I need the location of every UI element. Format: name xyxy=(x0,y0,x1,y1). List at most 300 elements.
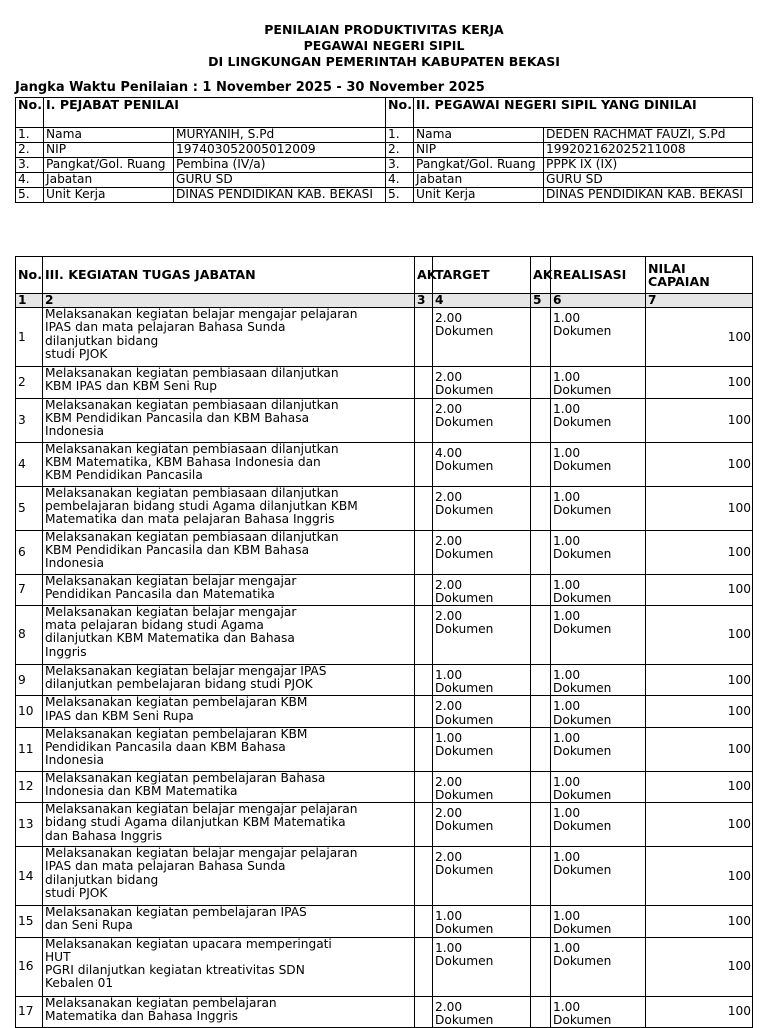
target-quantity: 1.00 xyxy=(435,668,463,683)
activity-text-line: IPAS dan mata pelajaran Bahasa Sunda xyxy=(45,320,286,335)
target-quantity: 2.00 xyxy=(435,311,463,326)
target-quantity: 2.00 xyxy=(435,533,463,548)
ak-cell xyxy=(531,398,551,442)
assessor-value: MURYANIH, S.Pd xyxy=(174,128,386,143)
nilai-capaian: 100 xyxy=(646,847,753,906)
realisasi-unit: Dokumen xyxy=(553,712,612,727)
activity-text-line: Matematika dan Bahasa Inggris xyxy=(45,1008,239,1023)
activity-text-line: IPAS dan KBM Seni Rupa xyxy=(45,708,194,723)
officials-row xyxy=(16,188,753,203)
ak-cell xyxy=(415,398,433,442)
activity-description xyxy=(43,574,415,605)
ak-cell xyxy=(531,937,551,996)
realisasi-quantity: 1.00 xyxy=(553,311,581,326)
nilai-capaian: 100 xyxy=(646,696,753,727)
activity-text-line: Melaksanakan kegiatan pembiasaan dilanjutkan xyxy=(45,529,339,544)
realisasi-quantity: 1.00 xyxy=(553,774,581,789)
target-unit: Dokumen xyxy=(435,383,494,398)
realisasi-cell xyxy=(551,996,646,1027)
field-label: Jabatan xyxy=(414,173,544,188)
target-unit: Dokumen xyxy=(435,712,494,727)
realisasi-cell xyxy=(551,906,646,937)
activity-number: 3 xyxy=(16,398,43,442)
no-header-right: No. xyxy=(386,98,414,128)
activity-number: 8 xyxy=(16,606,43,665)
activity-text-line: Pendidikan Pancasila dan Matematika xyxy=(45,586,275,601)
activity-text-line: Melaksanakan kegiatan pembelajaran KBM xyxy=(45,695,308,710)
title-line-1: PENILAIAN PRODUKTIVITAS KERJA xyxy=(264,22,504,37)
target-cell xyxy=(433,486,531,530)
ak-cell xyxy=(415,696,433,727)
activity-text-line: dilanjutkan KBM Matematika dan Bahasa xyxy=(45,631,295,646)
activity-number: 9 xyxy=(16,665,43,696)
ak-cell xyxy=(415,771,433,802)
activity-row xyxy=(16,847,753,906)
activity-text-line: KBM Matematika, KBM Bahasa Indonesia dan xyxy=(45,454,321,469)
row-number: 3. xyxy=(386,158,414,173)
activity-number: 6 xyxy=(16,530,43,574)
activity-text-line: Indonesia xyxy=(45,753,104,768)
realisasi-quantity: 1.00 xyxy=(553,668,581,683)
realisasi-cell xyxy=(551,398,646,442)
activity-number: 17 xyxy=(16,996,43,1027)
activity-text-line: Kebalen 01 xyxy=(45,976,114,991)
ak-cell xyxy=(531,771,551,802)
col-realisasi-header: REALISASI xyxy=(551,257,646,294)
officials-row xyxy=(16,158,753,173)
title-line-2: PEGAWAI NEGERI SIPIL xyxy=(303,38,465,53)
ak-cell xyxy=(415,308,433,367)
nilai-capaian: 100 xyxy=(646,308,753,367)
activities-table-header xyxy=(16,257,753,294)
officials-table xyxy=(15,97,753,203)
activity-text-line: HUT xyxy=(45,949,71,964)
target-cell xyxy=(433,398,531,442)
target-cell xyxy=(433,937,531,996)
nilai-capaian: 100 xyxy=(646,727,753,771)
activity-text-line: Melaksanakan kegiatan pembelajaran IPAS xyxy=(45,905,307,920)
realisasi-unit: Dokumen xyxy=(553,863,612,878)
col-number: 2 xyxy=(43,294,415,308)
row-number: 4. xyxy=(16,173,44,188)
activity-text-line: Melaksanakan kegiatan belajar mengajar xyxy=(45,573,297,588)
target-quantity: 2.00 xyxy=(435,699,463,714)
activity-row xyxy=(16,996,753,1027)
ak-cell xyxy=(531,727,551,771)
realisasi-quantity: 1.00 xyxy=(553,806,581,821)
realisasi-cell xyxy=(551,574,646,605)
ak-cell xyxy=(531,606,551,665)
target-quantity: 2.00 xyxy=(435,489,463,504)
activity-row xyxy=(16,665,753,696)
nilai-capaian: 100 xyxy=(646,771,753,802)
activity-number: 4 xyxy=(16,442,43,486)
activity-row xyxy=(16,606,753,665)
activity-text-line: studi PJOK xyxy=(45,346,108,361)
activity-row xyxy=(16,727,753,771)
row-number: 3. xyxy=(16,158,44,173)
activity-description xyxy=(43,937,415,996)
activity-number: 12 xyxy=(16,771,43,802)
col-kegiatan-header: III. KEGIATAN TUGAS JABATAN xyxy=(43,257,415,294)
nilai-capaian: 100 xyxy=(646,906,753,937)
realisasi-quantity: 1.00 xyxy=(553,909,581,924)
realisasi-unit: Dokumen xyxy=(553,546,612,561)
activity-text-line: studi PJOK xyxy=(45,885,108,900)
target-unit: Dokumen xyxy=(435,922,494,937)
realisasi-cell xyxy=(551,442,646,486)
activity-text-line: dilanjutkan bidang xyxy=(45,872,159,887)
realisasi-cell xyxy=(551,530,646,574)
officials-row xyxy=(16,128,753,143)
target-quantity: 2.00 xyxy=(435,577,463,592)
realisasi-quantity: 1.00 xyxy=(553,850,581,865)
target-quantity: 2.00 xyxy=(435,609,463,624)
assessor-value: 197403052005012009 xyxy=(174,143,386,158)
col-number: 6 xyxy=(551,294,646,308)
realisasi-unit: Dokumen xyxy=(553,681,612,696)
activity-description xyxy=(43,696,415,727)
officials-row xyxy=(16,143,753,158)
nilai-capaian: 100 xyxy=(646,486,753,530)
ak-cell xyxy=(531,442,551,486)
document-title xyxy=(0,22,768,70)
ak-cell xyxy=(531,665,551,696)
ak-cell xyxy=(415,442,433,486)
activity-text-line: Indonesia dan KBM Matematika xyxy=(45,784,238,799)
column-number-row xyxy=(16,294,753,308)
activity-row xyxy=(16,906,753,937)
target-unit: Dokumen xyxy=(435,788,494,803)
target-unit: Dokumen xyxy=(435,863,494,878)
activity-text-line: KBM Pendidikan Pancasila dan KBM Bahasa xyxy=(45,410,310,425)
activity-text-line: Melaksanakan kegiatan belajar mengajar pelajaran xyxy=(45,846,358,861)
activity-number: 7 xyxy=(16,574,43,605)
assessor-value: Pembina (IV/a) xyxy=(174,158,386,173)
nilai-capaian: 100 xyxy=(646,996,753,1027)
col-ak2-header: AK xyxy=(531,257,551,294)
target-cell xyxy=(433,442,531,486)
activity-row xyxy=(16,803,753,847)
target-cell xyxy=(433,606,531,665)
row-number: 1. xyxy=(386,128,414,143)
target-cell xyxy=(433,530,531,574)
activity-text-line: Matematika dan mata pelajaran Bahasa Inggris xyxy=(45,512,335,527)
col-number: 7 xyxy=(646,294,753,308)
activity-row xyxy=(16,442,753,486)
realisasi-quantity: 1.00 xyxy=(553,370,581,385)
activity-number: 11 xyxy=(16,727,43,771)
row-number: 2. xyxy=(16,143,44,158)
nilai-capaian: 100 xyxy=(646,803,753,847)
field-label: Jabatan xyxy=(44,173,174,188)
ak-cell xyxy=(531,530,551,574)
realisasi-cell xyxy=(551,803,646,847)
activity-row xyxy=(16,771,753,802)
activity-text-line: Melaksanakan kegiatan pembiasaan dilanjutkan xyxy=(45,366,339,381)
realisasi-unit: Dokumen xyxy=(553,622,612,637)
realisasi-cell xyxy=(551,847,646,906)
realisasi-unit: Dokumen xyxy=(553,744,612,759)
assessee-value: PPPK IX (IX) xyxy=(544,158,753,173)
target-quantity: 1.00 xyxy=(435,730,463,745)
activity-text-line: Melaksanakan kegiatan pembiasaan dilanjutkan xyxy=(45,441,339,456)
ak-cell xyxy=(415,530,433,574)
ak-cell xyxy=(531,574,551,605)
realisasi-cell xyxy=(551,308,646,367)
ak-cell xyxy=(415,847,433,906)
activity-text-line: dilanjutkan pembelajaran bidang studi PJOK xyxy=(45,677,313,692)
target-quantity: 2.00 xyxy=(435,850,463,865)
col-target-header: TARGET xyxy=(433,257,531,294)
nilai-capaian: 100 xyxy=(646,442,753,486)
activity-text-line: KBM Pendidikan Pancasila dan KBM Bahasa xyxy=(45,542,310,557)
target-unit: Dokumen xyxy=(435,590,494,605)
target-cell xyxy=(433,847,531,906)
assessment-period: Jangka Waktu Penilaian : 1 November 2025 - 30 November 2025 xyxy=(15,80,485,95)
realisasi-cell xyxy=(551,727,646,771)
assessee-value: DEDEN RACHMAT FAUZI, S.Pd xyxy=(544,128,753,143)
nilai-capaian: 100 xyxy=(646,367,753,398)
activity-description xyxy=(43,606,415,665)
realisasi-unit: Dokumen xyxy=(553,1012,612,1027)
nilai-capaian: 100 xyxy=(646,530,753,574)
target-quantity: 1.00 xyxy=(435,940,463,955)
field-label: Unit Kerja xyxy=(44,188,174,203)
activity-number: 13 xyxy=(16,803,43,847)
col-number: 1 xyxy=(16,294,43,308)
activity-text-line: Melaksanakan kegiatan belajar mengajar xyxy=(45,605,297,620)
target-quantity: 2.00 xyxy=(435,999,463,1014)
activity-row xyxy=(16,308,753,367)
activity-number: 10 xyxy=(16,696,43,727)
realisasi-unit: Dokumen xyxy=(553,458,612,473)
ak-cell xyxy=(415,727,433,771)
ak-cell xyxy=(531,906,551,937)
row-number: 5. xyxy=(386,188,414,203)
realisasi-unit: Dokumen xyxy=(553,590,612,605)
target-unit: Dokumen xyxy=(435,953,494,968)
activity-description xyxy=(43,803,415,847)
target-unit: Dokumen xyxy=(435,546,494,561)
target-cell xyxy=(433,367,531,398)
realisasi-unit: Dokumen xyxy=(553,788,612,803)
activity-description xyxy=(43,530,415,574)
activity-text-line: KBM Pendidikan Pancasila xyxy=(45,468,203,483)
ak-cell xyxy=(415,937,433,996)
activity-text-line: Melaksanakan kegiatan pembelajaran Bahasa xyxy=(45,770,326,785)
ak-cell xyxy=(531,996,551,1027)
nilai-capaian: 100 xyxy=(646,606,753,665)
realisasi-quantity: 1.00 xyxy=(553,730,581,745)
target-quantity: 1.00 xyxy=(435,909,463,924)
target-cell xyxy=(433,771,531,802)
ak-cell xyxy=(531,367,551,398)
officials-table-header xyxy=(16,98,753,128)
activity-text-line: bidang studi Agama dilanjutkan KBM Matematika xyxy=(45,815,346,830)
row-number: 1. xyxy=(16,128,44,143)
activity-description xyxy=(43,398,415,442)
row-number: 2. xyxy=(386,143,414,158)
ak-cell xyxy=(531,696,551,727)
assessee-value: 199202162025211008 xyxy=(544,143,753,158)
assessee-header: II. PEGAWAI NEGERI SIPIL YANG DINILAI xyxy=(414,98,753,128)
realisasi-quantity: 1.00 xyxy=(553,489,581,504)
realisasi-unit: Dokumen xyxy=(553,414,612,429)
nilai-capaian: 100 xyxy=(646,398,753,442)
ak-cell xyxy=(415,486,433,530)
realisasi-quantity: 1.00 xyxy=(553,577,581,592)
activity-text-line: Melaksanakan kegiatan pembelajaran xyxy=(45,995,277,1010)
activity-description xyxy=(43,847,415,906)
activity-description xyxy=(43,727,415,771)
realisasi-unit: Dokumen xyxy=(553,383,612,398)
target-quantity: 2.00 xyxy=(435,774,463,789)
ak-cell xyxy=(415,574,433,605)
target-cell xyxy=(433,727,531,771)
target-quantity: 2.00 xyxy=(435,806,463,821)
ak-cell xyxy=(415,367,433,398)
activity-row xyxy=(16,574,753,605)
target-unit: Dokumen xyxy=(435,502,494,517)
realisasi-cell xyxy=(551,665,646,696)
activity-text-line: IPAS dan mata pelajaran Bahasa Sunda xyxy=(45,859,286,874)
activity-text-line: Melaksanakan kegiatan pembiasaan dilanjutkan xyxy=(45,397,339,412)
activity-row xyxy=(16,530,753,574)
target-quantity: 2.00 xyxy=(435,401,463,416)
realisasi-quantity: 1.00 xyxy=(553,999,581,1014)
row-number: 5. xyxy=(16,188,44,203)
no-header-left: No. xyxy=(16,98,44,128)
target-cell xyxy=(433,574,531,605)
assessor-value: GURU SD xyxy=(174,173,386,188)
col-no-header: No. xyxy=(16,257,43,294)
target-unit: Dokumen xyxy=(435,458,494,473)
activity-text-line: Melaksanakan kegiatan belajar mengajar IPAS xyxy=(45,664,327,679)
target-cell xyxy=(433,665,531,696)
target-cell xyxy=(433,308,531,367)
activity-text-line: Pendidikan Pancasila daan KBM Bahasa xyxy=(45,740,286,755)
realisasi-unit: Dokumen xyxy=(553,953,612,968)
activities-table xyxy=(15,256,753,1028)
field-label: Pangkat/Gol. Ruang xyxy=(414,158,544,173)
target-unit: Dokumen xyxy=(435,414,494,429)
activity-text-line: dan Seni Rupa xyxy=(45,918,133,933)
activity-number: 5 xyxy=(16,486,43,530)
target-quantity: 4.00 xyxy=(435,445,463,460)
realisasi-cell xyxy=(551,937,646,996)
activity-text-line: Melaksanakan kegiatan belajar mengajar pelajaran xyxy=(45,307,358,322)
activity-number: 2 xyxy=(16,367,43,398)
target-unit: Dokumen xyxy=(435,819,494,834)
activity-row xyxy=(16,398,753,442)
ak-cell xyxy=(415,906,433,937)
target-unit: Dokumen xyxy=(435,744,494,759)
activity-number: 15 xyxy=(16,906,43,937)
realisasi-unit: Dokumen xyxy=(553,922,612,937)
field-label: Pangkat/Gol. Ruang xyxy=(44,158,174,173)
assessor-header: I. PEJABAT PENILAI xyxy=(44,98,386,128)
col-ak1-header: AK xyxy=(415,257,433,294)
activity-text-line: Indonesia xyxy=(45,556,104,571)
activity-row xyxy=(16,696,753,727)
title-line-3: DI LINGKUNGAN PEMERINTAH KABUPATEN BEKASI xyxy=(208,54,560,69)
realisasi-quantity: 1.00 xyxy=(553,533,581,548)
officials-row xyxy=(16,173,753,188)
realisasi-cell xyxy=(551,771,646,802)
realisasi-quantity: 1.00 xyxy=(553,401,581,416)
activity-text-line: Indonesia xyxy=(45,424,104,439)
activity-description xyxy=(43,771,415,802)
activity-text-line: dan Bahasa Inggris xyxy=(45,828,163,843)
realisasi-cell xyxy=(551,486,646,530)
target-cell xyxy=(433,996,531,1027)
assessee-value: GURU SD xyxy=(544,173,753,188)
activity-text-line: PGRI dilanjutkan kegiatan ktreativitas SDN xyxy=(45,963,305,978)
activity-description xyxy=(43,308,415,367)
realisasi-unit: Dokumen xyxy=(553,502,612,517)
ak-cell xyxy=(531,803,551,847)
nilai-capaian: 100 xyxy=(646,665,753,696)
activity-text-line: mata pelajaran bidang studi Agama xyxy=(45,618,264,633)
realisasi-cell xyxy=(551,696,646,727)
activity-text-line: Melaksanakan kegiatan upacara memperingati xyxy=(45,936,332,951)
col-number: 3 xyxy=(415,294,433,308)
realisasi-unit: Dokumen xyxy=(553,819,612,834)
target-quantity: 2.00 xyxy=(435,370,463,385)
field-label: NIP xyxy=(414,143,544,158)
activity-row xyxy=(16,937,753,996)
activity-text-line: KBM IPAS dan KBM Seni Rup xyxy=(45,379,217,394)
activity-row xyxy=(16,486,753,530)
field-label: Unit Kerja xyxy=(414,188,544,203)
activity-number: 16 xyxy=(16,937,43,996)
assessor-value: DINAS PENDIDIKAN KAB. BEKASI xyxy=(174,188,386,203)
ak-cell xyxy=(415,996,433,1027)
target-cell xyxy=(433,696,531,727)
activity-number: 1 xyxy=(16,308,43,367)
nilai-capaian: 100 xyxy=(646,574,753,605)
activity-description xyxy=(43,665,415,696)
activity-text-line: pembelajaran bidang studi Agama dilanjutkan KBM xyxy=(45,498,358,513)
field-label: Nama xyxy=(44,128,174,143)
ak-cell xyxy=(531,486,551,530)
field-label: Nama xyxy=(414,128,544,143)
target-cell xyxy=(433,906,531,937)
activity-text-line: Inggris xyxy=(45,644,87,659)
ak-cell xyxy=(415,803,433,847)
realisasi-quantity: 1.00 xyxy=(553,609,581,624)
activity-description xyxy=(43,906,415,937)
field-label: NIP xyxy=(44,143,174,158)
target-unit: Dokumen xyxy=(435,622,494,637)
ak-cell xyxy=(415,665,433,696)
activity-text-line: Melaksanakan kegiatan pembiasaan dilanjutkan xyxy=(45,485,339,500)
target-cell xyxy=(433,803,531,847)
target-unit: Dokumen xyxy=(435,681,494,696)
activity-row xyxy=(16,367,753,398)
activity-text-line: Melaksanakan kegiatan belajar mengajar pelajaran xyxy=(45,802,358,817)
activity-text-line: Melaksanakan kegiatan pembelajaran KBM xyxy=(45,726,308,741)
realisasi-quantity: 1.00 xyxy=(553,699,581,714)
row-number: 4. xyxy=(386,173,414,188)
col-number: 4 xyxy=(433,294,531,308)
realisasi-cell xyxy=(551,606,646,665)
activity-description xyxy=(43,996,415,1027)
target-unit: Dokumen xyxy=(435,1012,494,1027)
realisasi-cell xyxy=(551,367,646,398)
realisasi-quantity: 1.00 xyxy=(553,445,581,460)
